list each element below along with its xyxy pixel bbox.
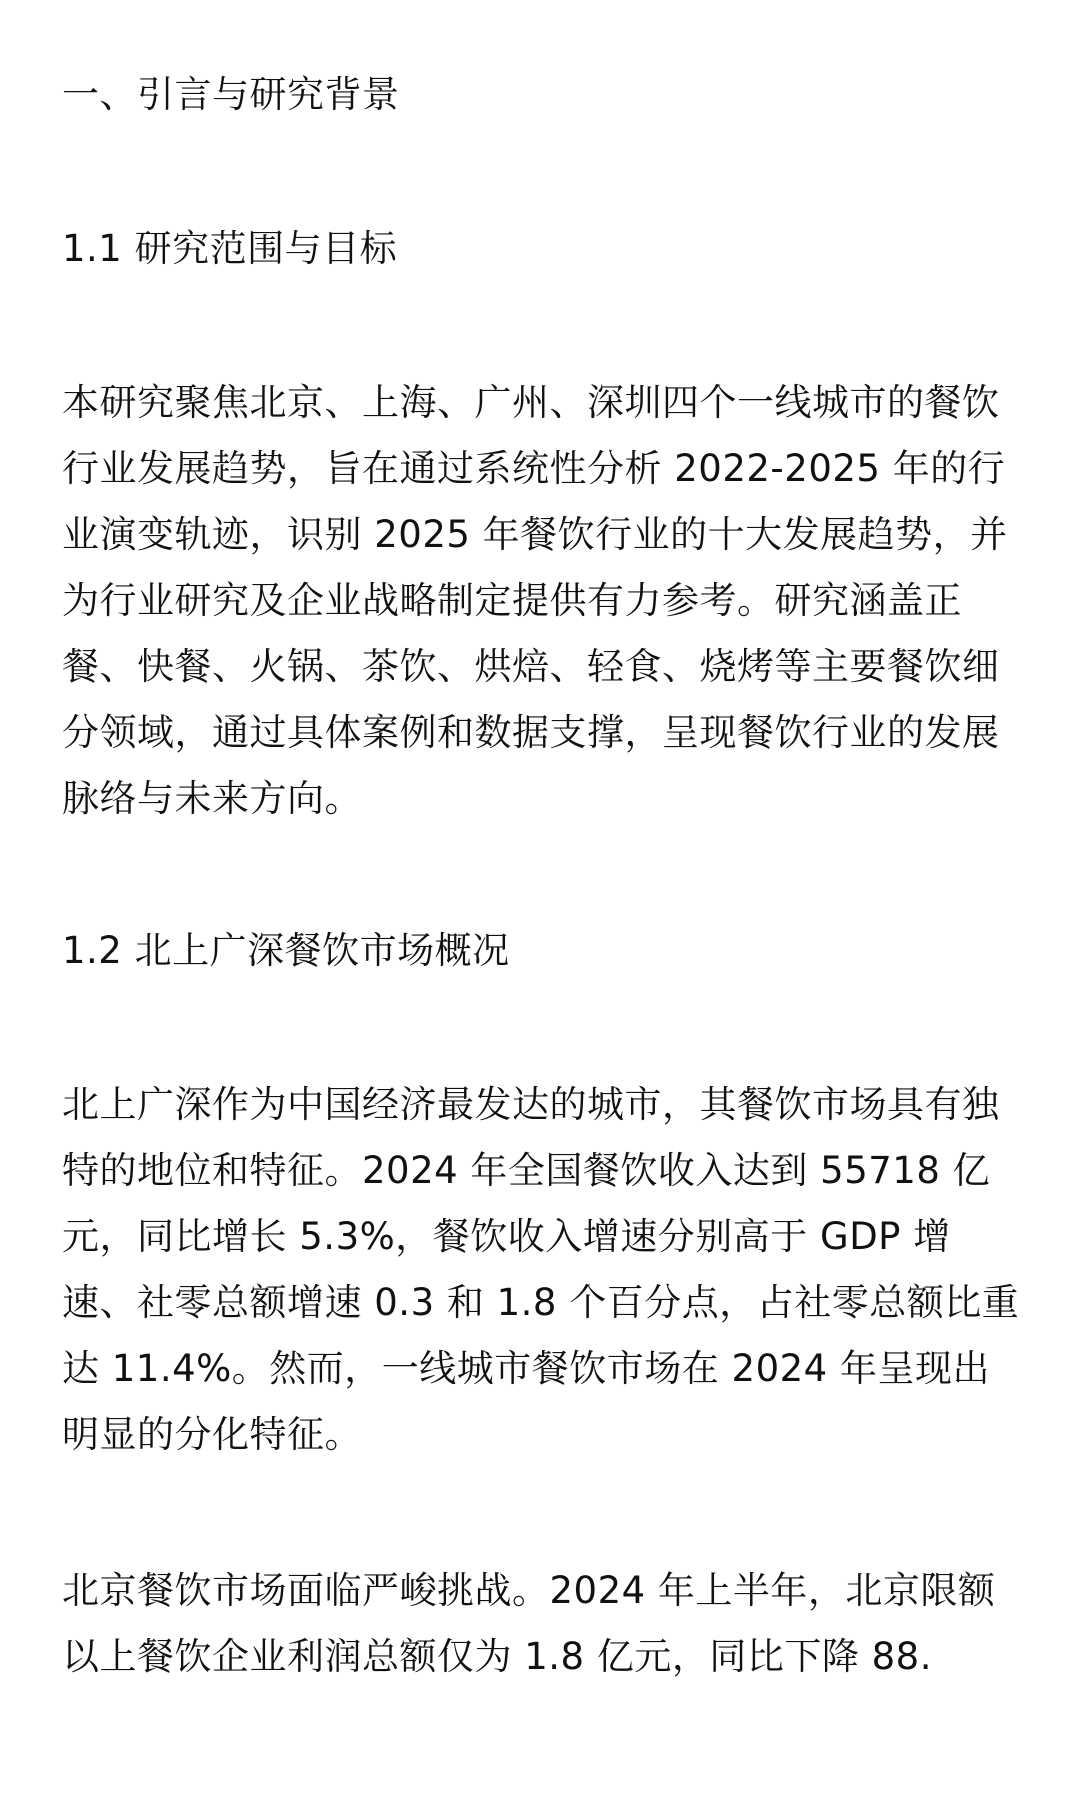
paragraph-market-overview: 北上广深作为中国经济最发达的城市，其餐饮市场具有独特的地位和特征。2024 年全国餐饮收入达到 55718 亿元，同比增长 5.3%，餐饮收入增速分别高于 GDP 增速、社零总额增速 0.3 和 1.8 个百分点，占社零总额比重达 11.4%。然而，一线城市餐饮市场在 2024 年呈现出明显的分化特征。 <box>62 1083 1020 1456</box>
subsection-title-market-overview: 1.2 北上广深餐饮市场概况 <box>62 929 510 972</box>
paragraph-beijing-market: 北京餐饮市场面临严峻挑战。2024 年上半年，北京限额以上餐饮企业利润总额仅为 1.8 亿元，同比下降 88. <box>62 1569 996 1678</box>
paragraph-research-scope: 本研究聚焦北京、上海、广州、深圳四个一线城市的餐饮行业发展趋势，旨在通过系统性分析 2022-2025 年的行业演变轨迹，识别 2025 年餐饮行业的十大发展趋势，并为行业研究及企业战略制定提供有力参考。研究涵盖正餐、快餐、火锅、茶饮、烘焙、轻食、烧烤等主要餐饮细分领域，通过具体案例和数据支撑，呈现餐饮行业的发展脉络与未来方向。 <box>62 381 1008 820</box>
subsection-title-research-scope: 1.1 研究范围与目标 <box>62 227 398 270</box>
section-title: 一、引言与研究背景 <box>62 73 400 116</box>
